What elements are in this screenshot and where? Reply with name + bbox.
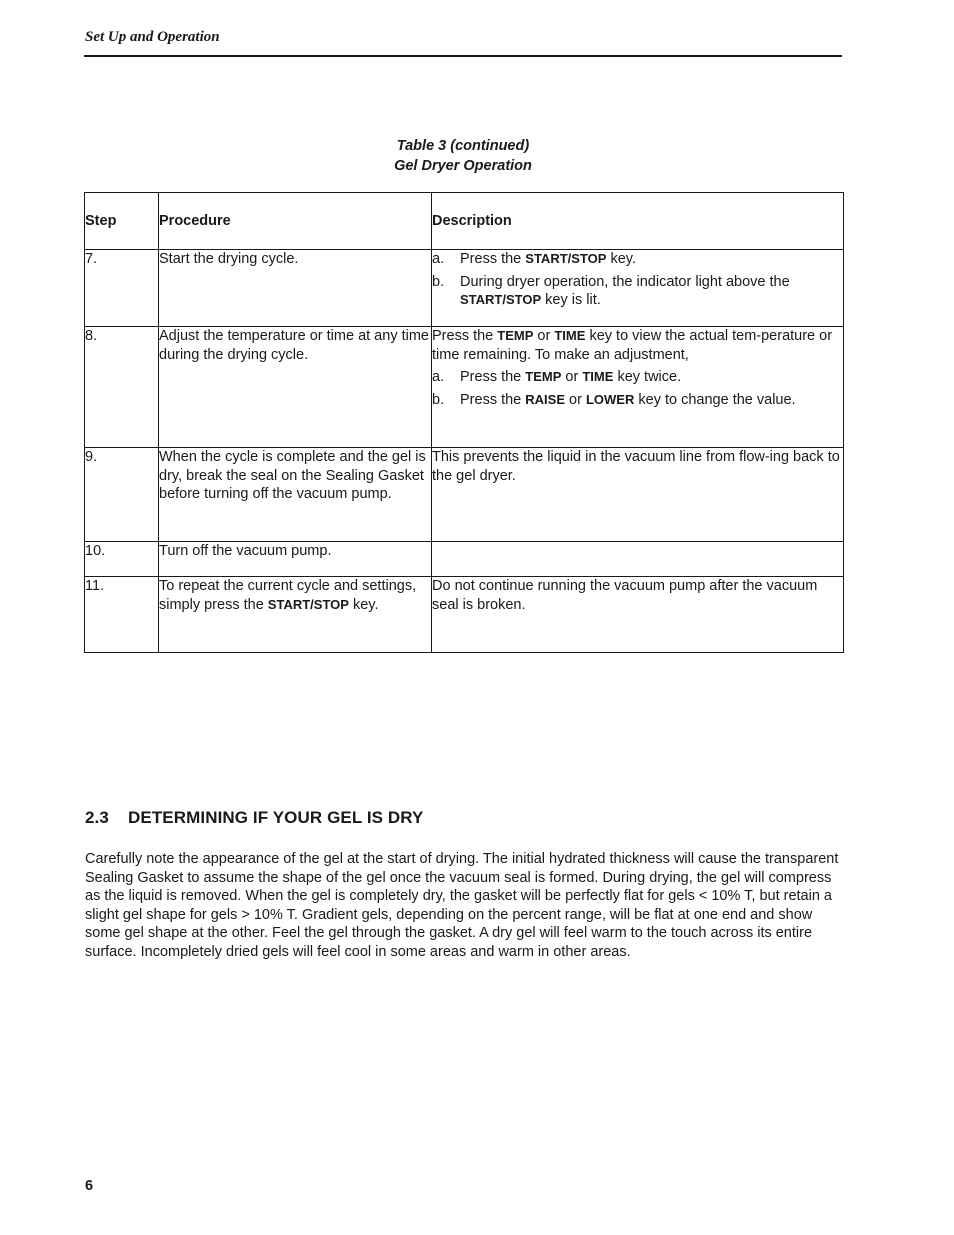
key-name: TIME	[582, 369, 614, 384]
item-text: key.	[606, 251, 636, 267]
key-name: LOWER	[585, 391, 635, 407]
item-text: Press the	[460, 251, 526, 267]
page-number: 6	[85, 1178, 94, 1194]
item-text: or	[565, 391, 586, 408]
description-lead	[432, 327, 843, 364]
description-cell	[432, 250, 844, 327]
table-caption-title: Gel Dryer Operation	[394, 158, 532, 174]
description-cell	[432, 327, 844, 448]
step-number: 7.	[85, 250, 159, 327]
step-number: 8.	[85, 327, 159, 448]
description-cell: This prevents the liquid in the vacuum line from flow-ing back to the gel dryer.	[432, 448, 844, 542]
operation-steps-table	[84, 192, 844, 653]
description-cell	[432, 542, 844, 577]
description-item	[432, 273, 843, 310]
table-header-row	[85, 193, 844, 250]
header-rule	[84, 55, 842, 57]
section-heading	[85, 808, 424, 828]
key-name: START/STOP	[460, 292, 542, 307]
procedure-cell	[159, 577, 432, 653]
step-number: 11.	[85, 577, 159, 653]
item-text: or	[533, 328, 555, 344]
step-number: 10.	[85, 542, 159, 577]
column-header-procedure: Procedure	[159, 193, 432, 250]
item-text: key to view the actual tem-perature or time remaining. To make an adjustment,	[432, 328, 833, 363]
description-cell: Do not continue running the vacuum pump after the vacuum seal is broken.	[432, 577, 844, 653]
item-text: Press the	[460, 391, 526, 408]
item-text: or	[561, 369, 583, 385]
running-header: Set Up and Operation	[85, 29, 220, 45]
table-caption-number: Table 3 (continued)	[396, 138, 530, 154]
item-text: To repeat the current cycle and settings, simply press the	[159, 578, 417, 613]
column-header-description: Description	[432, 193, 844, 250]
item-label: a.	[432, 251, 445, 267]
item-text: key is lit.	[541, 292, 601, 308]
item-text: During dryer operation, the indicator light above the	[460, 273, 790, 290]
key-name: START/STOP	[525, 251, 607, 266]
table-row	[85, 327, 844, 448]
key-name: TEMP	[497, 328, 534, 343]
key-name: TIME	[554, 328, 586, 343]
item-text: key twice.	[613, 369, 682, 385]
table-row	[85, 542, 844, 577]
procedure-cell: Start the drying cycle.	[159, 250, 432, 327]
description-item	[432, 391, 843, 410]
procedure-cell: Turn off the vacuum pump.	[159, 542, 432, 577]
procedure-cell: When the cycle is complete and the gel is dry, break the seal on the Sealing Gasket before turning off the vacuum pump.	[159, 448, 432, 542]
table-row	[85, 577, 844, 653]
item-label: b.	[432, 391, 445, 408]
description-item	[432, 250, 843, 269]
section-number: 2.3	[85, 808, 109, 827]
item-text: Press the	[460, 369, 526, 385]
table-row	[85, 250, 844, 327]
item-text: key to change the value.	[634, 391, 796, 408]
item-label: b.	[432, 273, 445, 290]
procedure-cell: Adjust the temperature or time at any time during the drying cycle.	[159, 327, 432, 448]
item-text: Press the	[432, 328, 498, 344]
key-name: START/STOP	[267, 596, 349, 612]
column-header-step: Step	[85, 193, 159, 250]
item-text: key.	[348, 596, 379, 613]
section-title: DETERMINING IF YOUR GEL IS DRY	[128, 808, 424, 827]
table-row	[85, 448, 844, 542]
step-number: 9.	[85, 448, 159, 542]
description-item	[432, 368, 843, 387]
key-name: TEMP	[525, 369, 562, 384]
item-label: a.	[432, 369, 445, 385]
key-name: RAISE	[525, 391, 566, 407]
section-body-paragraph: Carefully note the appearance of the gel at the start of drying. The initial hydrated thickness will cause the transparent Sealing Gasket to assume the shape of the gel once the vacuum seal is formed. During drying, the gel will compress as the liquid is removed. When the gel is completely dry, the gasket will be perfectly flat for gels < 10% T, but retain a slight gel shape for gels > 10% T. Gradient gels, depending on the percent range, will be flat at one end and show some gel shape at the other. Feel the gel through the gasket. A dry gel will feel warm to the touch across its entire surface. Incompletely dried gels will feel cool in some areas and warm in other areas.	[85, 851, 839, 960]
